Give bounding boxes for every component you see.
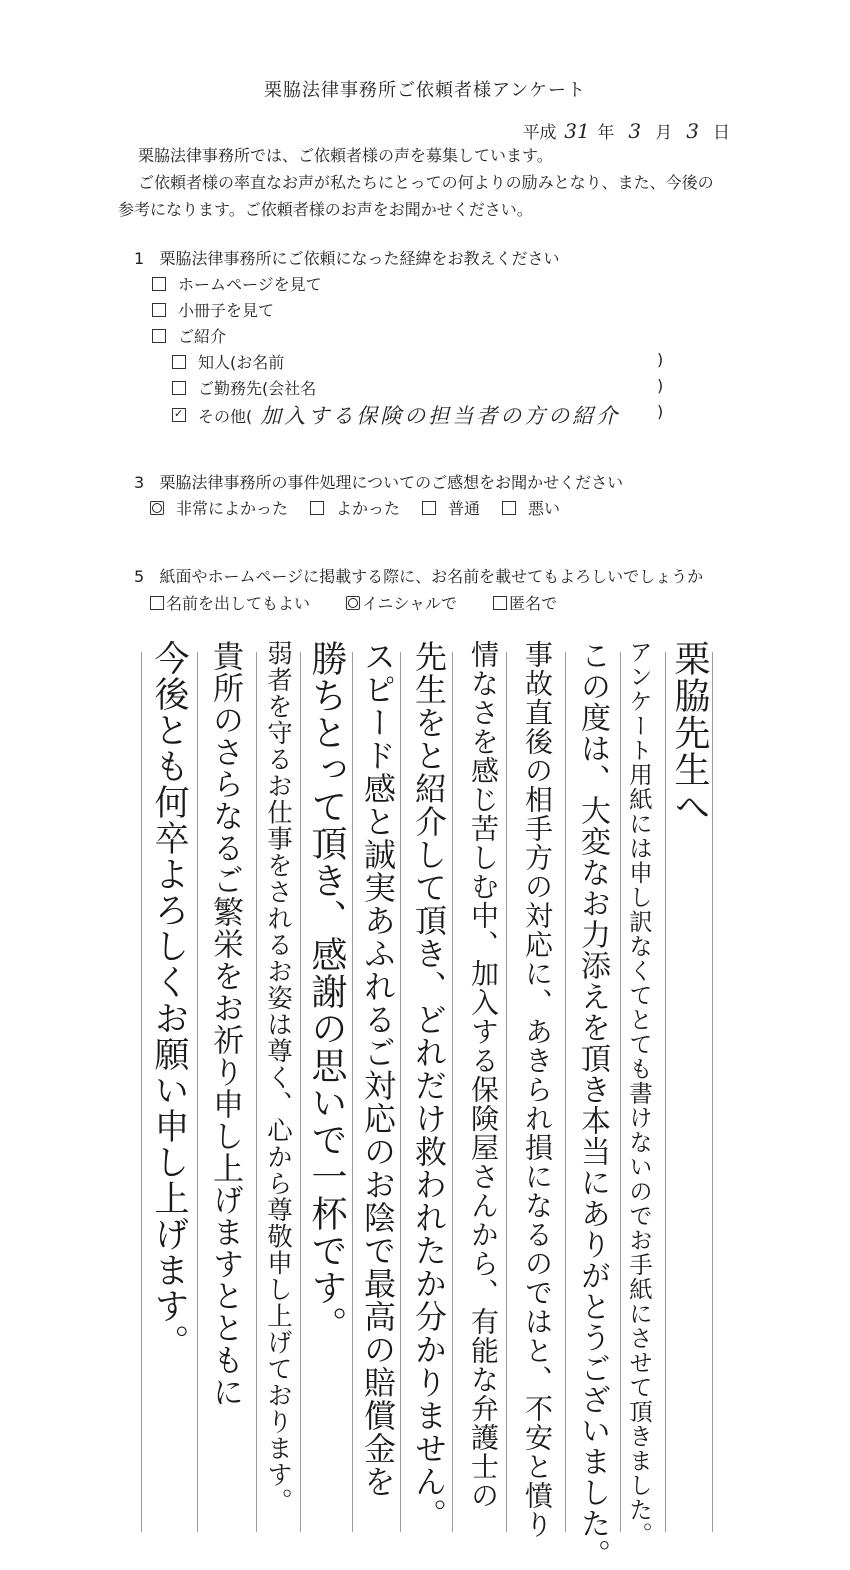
checkbox-icon[interactable]: [502, 501, 516, 515]
letter-line-8: 勝ちとって頂き、感謝の思いで一杯です。: [306, 640, 347, 1343]
q1-sub-other[interactable]: [172, 400, 620, 430]
q3-question: 栗脇法律事務所の事件処理についてのご感想をお聞かせください: [159, 473, 624, 492]
q3-heading: [134, 470, 623, 493]
checkbox-icon[interactable]: [152, 329, 166, 343]
letter-line-3: この度は、大変なお力添えを頂き本当にありがとうございました。: [575, 640, 610, 1570]
q3-option[interactable]: [310, 496, 400, 519]
checkbox-icon[interactable]: [152, 303, 166, 317]
letter-line-10: 貴所のさらなるご繁栄をお祈り申し上げますとともに: [207, 640, 243, 1408]
date-month: 3: [628, 119, 642, 143]
ruled-line: [300, 652, 301, 1532]
q1-question: 栗脇法律事務所にご依頼になった経緯をお教えください: [159, 249, 560, 268]
q1-number: 1: [134, 249, 145, 268]
q3-option[interactable]: [502, 496, 560, 519]
q1-sub-label: 知人(お名前: [198, 353, 285, 372]
close-paren: ): [657, 350, 664, 369]
q3-option-label: 悪い: [528, 499, 561, 518]
q5-option[interactable]: [346, 591, 457, 614]
ruled-line: [141, 652, 142, 1532]
date-era: 平成: [522, 123, 557, 143]
checkbox-icon[interactable]: [150, 596, 164, 610]
checkbox-icon[interactable]: [172, 408, 186, 422]
q3-number: 3: [134, 473, 145, 492]
q5-number: 5: [134, 567, 145, 586]
checkbox-icon[interactable]: [172, 381, 186, 395]
letter-line-9: 弱者を守るお仕事をされるお姿は尊く、心から尊敬申し上げております。: [263, 640, 293, 1515]
q3-option-label: 普通: [448, 499, 481, 518]
q3-options: [150, 496, 582, 519]
letter-line-1: 栗脇先生へ: [669, 640, 710, 825]
checkbox-icon[interactable]: [493, 596, 507, 610]
q5-option-label: イニシャルで: [362, 594, 458, 613]
q5-option[interactable]: [150, 591, 310, 614]
ruled-line: [352, 652, 353, 1532]
q3-option[interactable]: [422, 496, 480, 519]
letter-line-11: 今後とも何卒よろしくお願い申し上げます。: [149, 640, 189, 1360]
q5-heading: [134, 564, 703, 587]
form-date: [523, 118, 730, 143]
q5-options: [150, 591, 579, 614]
intro-line-2: ご依頼者様の率直なお声が私たちにとっての何よりの励みとなり、また、今後の: [138, 173, 714, 192]
q1-option-referral[interactable]: [152, 324, 226, 347]
checkbox-icon[interactable]: [172, 355, 186, 369]
checkbox-icon[interactable]: [346, 596, 360, 610]
ruled-line: [197, 652, 198, 1532]
q1-option-label: ホームページを見て: [178, 275, 322, 294]
ruled-line: [565, 652, 566, 1532]
checkbox-icon[interactable]: [150, 501, 164, 515]
close-paren: ): [657, 376, 664, 395]
checkbox-icon[interactable]: [310, 501, 324, 515]
q1-sub-workplace[interactable]: [172, 376, 316, 399]
date-year-unit: 年: [597, 123, 615, 143]
q1-other-answer: 加入する保険の担当者の方の紹介: [260, 404, 621, 428]
q5-option-label: 名前を出してもよい: [166, 594, 311, 613]
q1-sub-label: その他(: [198, 406, 253, 426]
letter-line-2: アンケート用紙には申し訳なくてとても書けないのでお手紙にさせて頂きました。: [625, 640, 653, 1547]
q3-option[interactable]: [150, 496, 288, 519]
letter-line-6: 先生をと紹介して頂き、どれだけ救われたか分かりません。: [410, 640, 448, 1531]
q1-option-homepage[interactable]: [152, 272, 322, 295]
q1-sub-acquaintance[interactable]: [172, 350, 284, 373]
q5-option[interactable]: [493, 591, 557, 614]
q1-option-booklet[interactable]: [152, 298, 274, 321]
letter-line-7: スピード感と誠実あふれるご対応のお陰で最高の賠償金を: [359, 640, 397, 1498]
checkbox-icon[interactable]: [422, 501, 436, 515]
intro-line-1: 栗脇法律事務所では、ご依頼者様の声を募集しています。: [138, 146, 553, 165]
q3-option-label: 非常によかった: [176, 499, 289, 518]
q5-question: 紙面やホームページに掲載する際に、お名前を載せてもよろしいでしょうか: [159, 567, 704, 586]
date-year: 31: [564, 119, 590, 143]
intro-line-3: 参考になります。ご依頼者様のお声をお聞かせください。: [118, 200, 533, 219]
q5-option-label: 匿名で: [509, 594, 558, 613]
q1-option-label: 小冊子を見て: [178, 301, 275, 320]
date-day: 3: [686, 119, 699, 143]
q1-option-label: ご紹介: [178, 327, 227, 346]
q3-option-label: よかった: [336, 499, 401, 518]
q1-heading: [134, 246, 559, 269]
checkbox-icon[interactable]: [152, 277, 166, 291]
date-day-unit: 日: [713, 123, 730, 143]
date-month-unit: 月: [655, 123, 673, 143]
q1-sub-label: ご勤務先(会社名: [198, 379, 317, 398]
letter-line-4: 事故直後の相手方の対応に、あきられ損になるのではと、不安と憤り: [521, 640, 554, 1539]
form-title: 栗脇法律事務所ご依頼者様アンケート: [264, 80, 586, 101]
letter-line-5: 情なさを感じ苦しむ中、加入する保険屋さんから、有能な弁護士の: [467, 640, 500, 1510]
close-paren: ): [657, 402, 664, 421]
